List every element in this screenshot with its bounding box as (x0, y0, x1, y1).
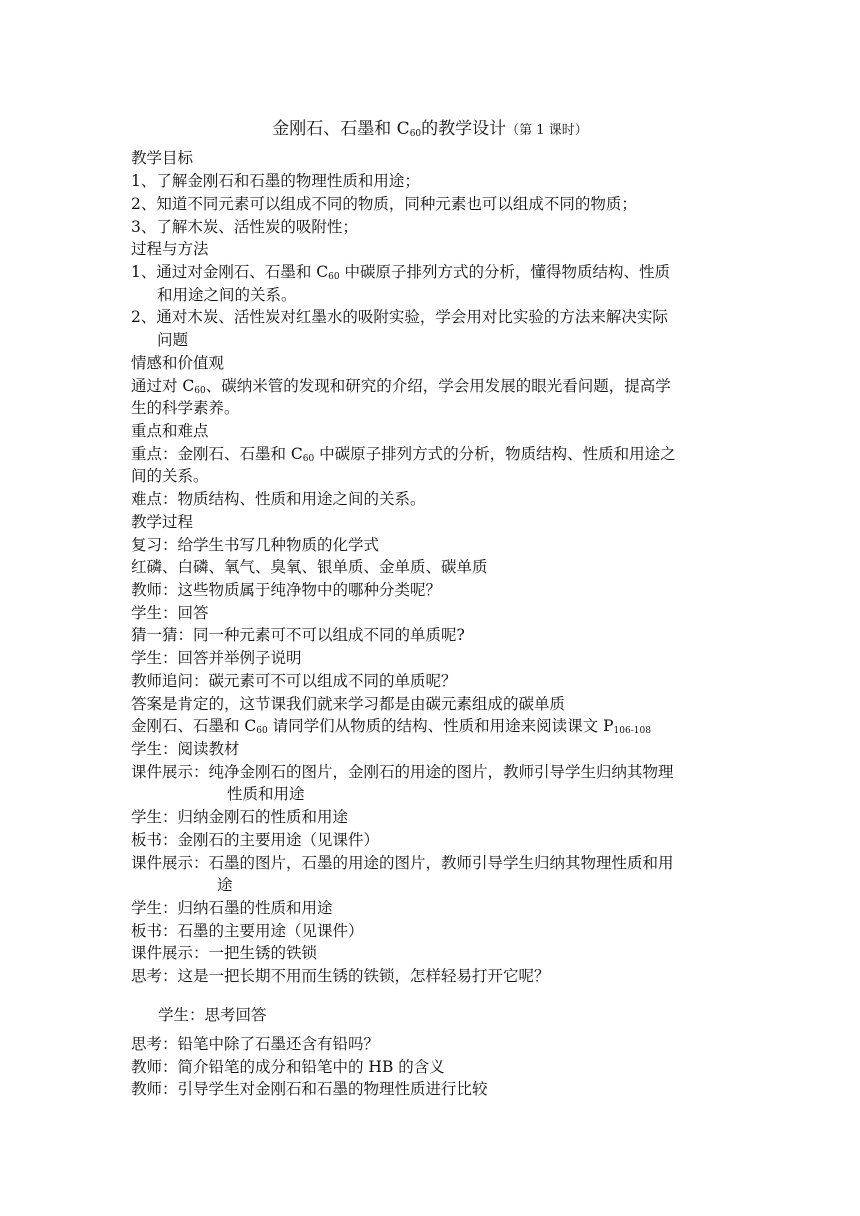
process-line (131, 715, 741, 738)
title-text-end: 的教学设计 (421, 119, 507, 139)
subscript: 60 (302, 454, 315, 464)
title-subscript: 60 (409, 129, 422, 139)
title-lesson-note: （第 1 课时） (506, 123, 588, 138)
process-line: 学生：回答 (131, 604, 209, 622)
process-line: 学生：回答并举例子说明 (131, 649, 302, 667)
process-line: 板书：金刚石的主要用途（见课件） (131, 831, 380, 849)
process-line-cont: 途 (217, 876, 233, 894)
text-segment: 中碳原子排列方式的分析，物质结构、性质和用途之 (314, 445, 676, 463)
section-heading-key-points: 重点和难点 (131, 422, 209, 440)
subscript: 60 (328, 272, 340, 282)
page-range-subscript: 106-108 (613, 726, 651, 736)
goal-item-2: 2、知道不同元素可以组成不同的物质，同种元素也可以组成不同的物质； (131, 195, 637, 213)
process-item-2-cont: 问题 (157, 331, 189, 349)
key-point-line-2: 间的关系。 (131, 467, 209, 485)
process-line: 学生：思考回答 (158, 1006, 267, 1024)
subscript: 60 (194, 386, 206, 396)
title-text: 金刚石、石墨和 C (272, 119, 410, 139)
process-line: 学生：归纳石墨的性质和用途 (131, 899, 333, 917)
section-heading-process: 过程与方法 (131, 240, 209, 258)
process-line: 教师：这些物质属于纯净物中的哪种分类呢？ (131, 581, 442, 599)
process-line: 猜一猜：同一种元素可不可以组成不同的单质呢? (131, 626, 465, 644)
process-line: 课件展示：一把生锈的铁锁 (131, 944, 318, 962)
process-line: 复习：给学生书写几种物质的化学式 (131, 536, 380, 554)
process-line-cont: 性质和用途 (227, 785, 305, 803)
section-heading-teaching-process: 教学过程 (131, 513, 194, 531)
subscript: 60 (256, 726, 268, 736)
text-segment: 金刚石、石墨和 C (131, 717, 257, 735)
text-segment: 重点：金刚石、石墨和 C (131, 445, 303, 463)
text-segment: 通过对 C (131, 377, 195, 395)
process-line: 课件展示：石墨的图片，石墨的用途的图片，教师引导学生归纳其物理性质和用 (131, 854, 674, 872)
values-line-1 (131, 375, 741, 398)
process-line: 学生：阅读教材 (131, 740, 240, 758)
process-line: 教师：简介铅笔的成分和铅笔中的 HB 的含义 (131, 1058, 445, 1076)
process-line: 思考：铅笔中除了石墨还含有铅吗？ (131, 1035, 380, 1053)
goal-item-3: 3、了解木炭、活性炭的吸附性； (131, 218, 358, 236)
text-segment: 、碳纳米管的发现和研究的介绍，学会用发展的眼光看问题，提高学 (205, 377, 671, 395)
process-line: 教师追问：碳元素可不可以组成不同的单质呢？ (131, 672, 457, 690)
process-line: 课件展示：纯净金刚石的图片，金刚石的用途的图片，教师引导学生归纳其物理 (131, 763, 674, 781)
text-segment: 中碳原子排列方式的分析，懂得物质结构、性质 (339, 263, 671, 281)
difficulty-line: 难点：物质结构、性质和用途之间的关系。 (131, 490, 426, 508)
text-segment: 请同学们从物质的结构、性质和用途来阅读课文 P (267, 717, 614, 735)
section-heading-values: 情感和价值观 (131, 354, 225, 372)
process-line: 答案是肯定的，这节课我们就来学习都是由碳元素组成的碳单质 (131, 695, 566, 713)
process-line: 教师：引导学生对金刚石和石墨的物理性质进行比较 (131, 1080, 488, 1098)
process-item-1-cont: 和用途之间的关系。 (157, 286, 297, 304)
key-point-line-1 (131, 443, 741, 466)
document-title (0, 118, 860, 142)
text-segment: 1、通过对金刚石、石墨和 C (131, 263, 329, 281)
process-line: 板书：石墨的主要用途（见课件） (131, 922, 364, 940)
process-line: 学生：归纳金刚石的性质和用途 (131, 808, 349, 826)
process-item-1 (131, 261, 741, 284)
process-line: 红磷、白磷、氧气、臭氧、银单质、金单质、碳单质 (131, 558, 488, 576)
process-item-2: 2、通对木炭、活性炭对红墨水的吸附实验，学会用对比实验的方法来解决实际 (131, 308, 668, 326)
goal-item-1: 1、了解金刚石和石墨的物理性质和用途； (131, 172, 420, 190)
section-heading-goals: 教学目标 (131, 149, 194, 167)
values-line-2: 生的科学素养。 (131, 399, 240, 417)
process-line: 思考：这是一把长期不用而生锈的铁锁，怎样轻易打开它呢？ (131, 967, 550, 985)
